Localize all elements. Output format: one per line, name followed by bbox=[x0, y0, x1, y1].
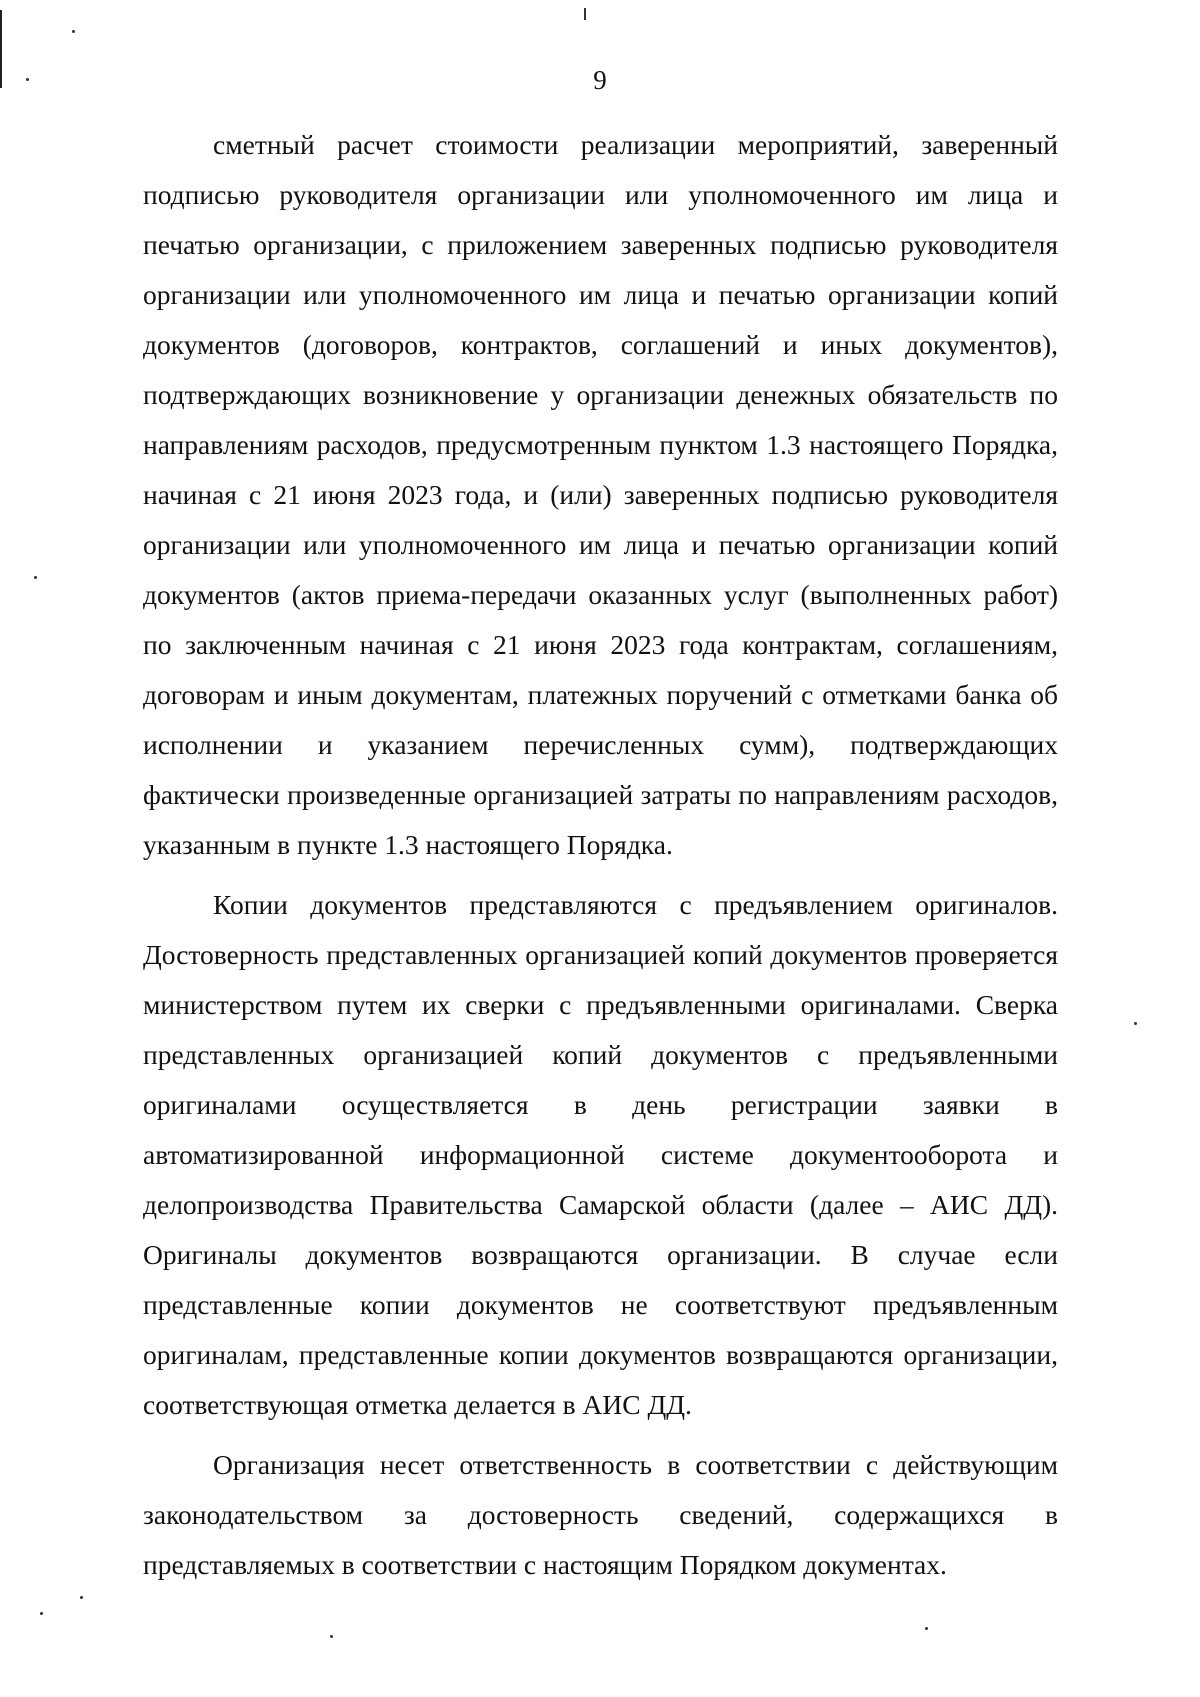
scan-speck bbox=[34, 576, 37, 579]
page-number: 9 bbox=[593, 65, 607, 95]
scan-speck bbox=[40, 1612, 43, 1615]
scan-speck bbox=[80, 1596, 83, 1599]
paragraph-document-copies: Копии документов представляются с предъявлением оригиналов. Достоверность представленных организацией копий документов проверяется министерством путем их сверки с предъявленными оригиналами. Сверка представленных организацией копий документов с предъявленными оригиналами осуществляется в день регистрации заявки в автоматизированной информационной системе документооборота и делопроизводства Правительства Самарской области (далее – АИС ДД). Оригиналы документов возвращаются организации. В случае если представленные копии документов не соответствуют предъявленным оригиналам, представленные копии документов возвращаются организации, соответствующая отметка делается в АИС ДД. bbox=[143, 889, 1058, 1420]
scan-tick-mark bbox=[584, 8, 586, 20]
scan-speck bbox=[330, 1635, 333, 1638]
paragraph-responsibility: Организация несет ответственность в соответствии с действующим законодательством за достоверность сведений, содержащихся в представляемых в соответствии с настоящим Порядком документах. bbox=[143, 1449, 1058, 1580]
scan-speck bbox=[1134, 1022, 1137, 1025]
paragraph-estimate-requirements: сметный расчет стоимости реализации мероприятий, заверенный подписью руководителя организации или уполномоченного им лица и печатью организации, с приложением заверенных подписью руководителя организации или уполномоченного им лица и печатью организации копий документов (договоров, контрактов, соглашений и иных документов), подтверждающих возникновение у организации денежных обязательств по направлениям расходов, предусмотренным пунктом 1.3 настоящего Порядка, начиная с 21 июня 2023 года, и (или) заверенных подписью руководителя организации или уполномоченного им лица и печатью организации копий документов (актов приема-передачи оказанных услуг (выполненных работ) по заключенным начиная с 21 июня 2023 года контрактам, соглашениям, договорам и иным документам, платежных поручений с отметками банка об исполнении и указанием перечисленных сумм), подтверждающих фактически произведенные организацией затраты по направлениям расходов, указанным в пункте 1.3 настоящего Порядка. bbox=[143, 129, 1058, 860]
document-body bbox=[143, 120, 1058, 1600]
scan-speck bbox=[925, 1627, 928, 1630]
scan-speck bbox=[72, 30, 75, 33]
